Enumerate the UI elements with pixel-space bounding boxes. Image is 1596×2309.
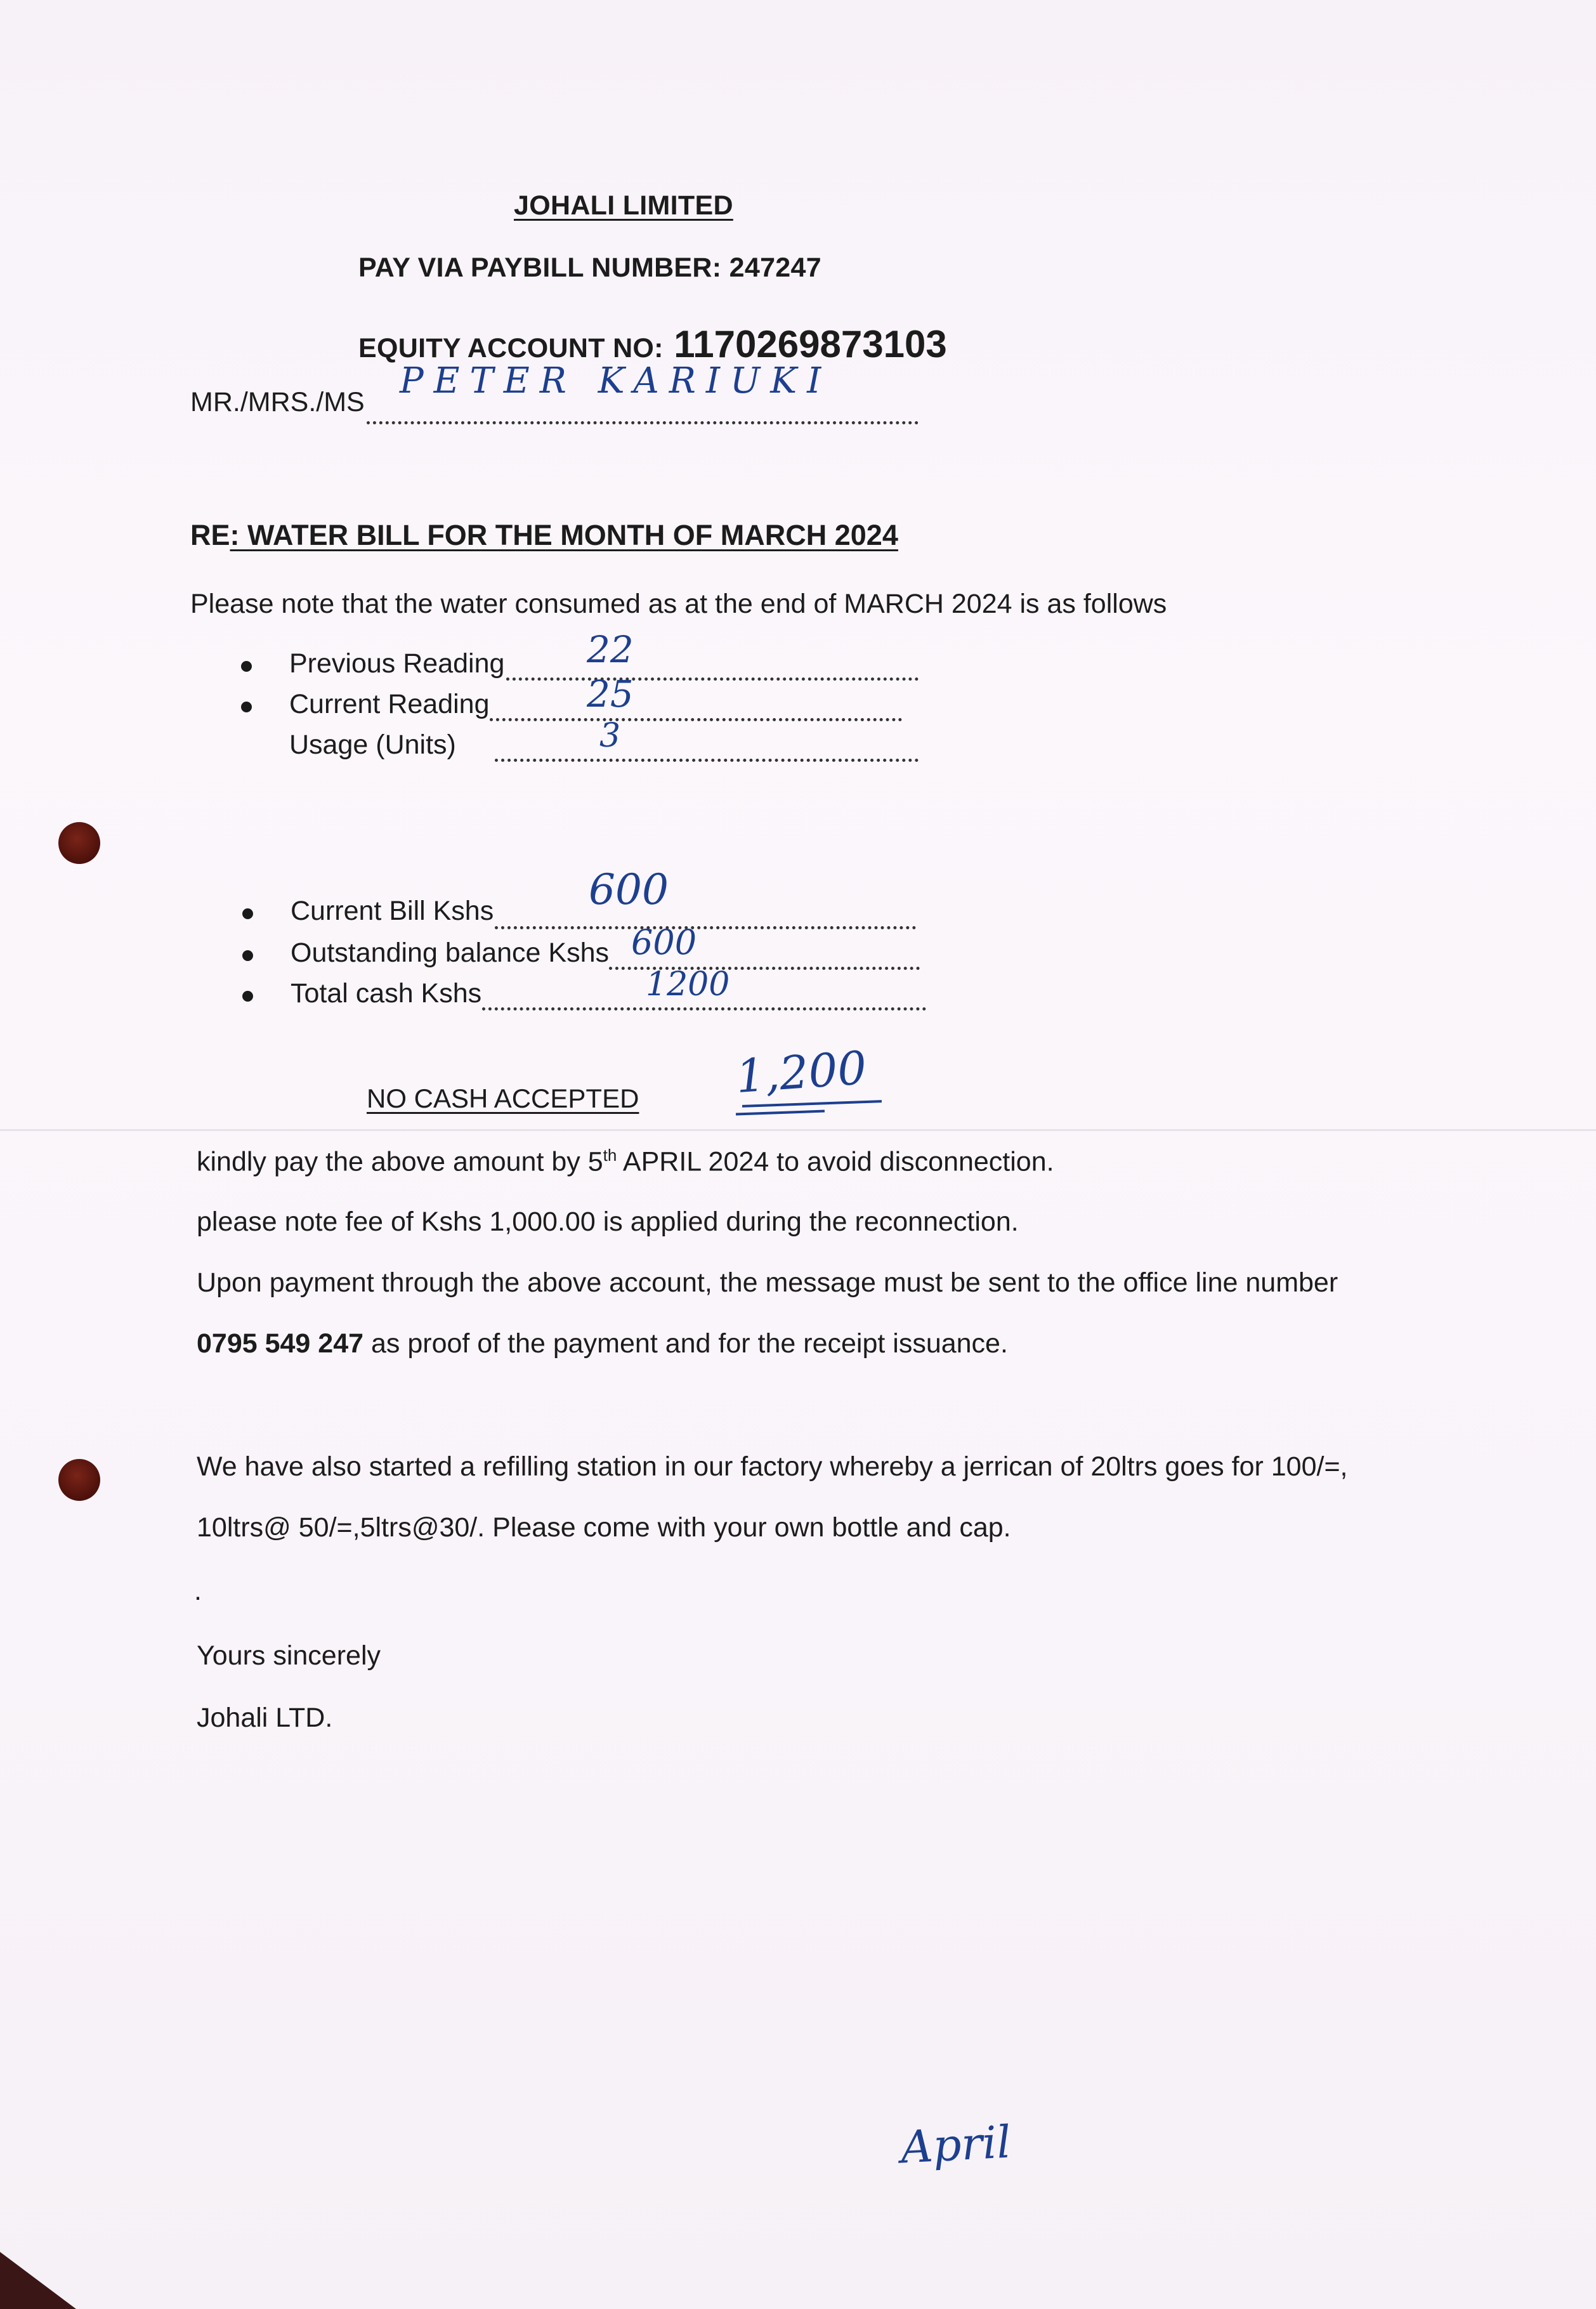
handwritten-total: 1,200 <box>734 1040 868 1104</box>
bullet <box>242 908 253 919</box>
sign-off: Yours sincerely <box>197 1640 381 1671</box>
refill-station-line1: We have also started a refilling station in our factory whereby a jerrican of 20ltrs goes for 100/=, <box>197 1451 1348 1482</box>
intro-text: Please note that the water consumed as at the end of MARCH 2024 is as follows <box>190 589 1167 619</box>
bullet <box>242 950 253 961</box>
punch-hole-bottom <box>58 1459 100 1501</box>
bullet <box>241 661 252 672</box>
punch-hole-top <box>58 822 100 864</box>
customer-name-handwritten: PETER KARIUKI <box>400 360 832 402</box>
current-reading-label: Current Reading <box>289 689 490 719</box>
deadline-superscript: th <box>603 1146 617 1165</box>
subject-line <box>190 519 898 552</box>
paybill-line: PAY VIA PAYBILL NUMBER: 247247 <box>358 252 821 283</box>
paper-fold <box>0 1129 1596 1131</box>
usage-dots <box>495 759 919 762</box>
proof-rest: as proof of the payment and for the receipt issuance. <box>363 1328 1008 1359</box>
company-title: JOHALI LIMITED <box>514 190 733 221</box>
handwritten-month: April <box>899 2116 1012 2174</box>
stray-dot: . <box>194 1576 202 1606</box>
usage-label: Usage (Units) <box>289 729 456 760</box>
usage-value: 3 <box>599 717 621 755</box>
office-phone-number: 0795 549 247 <box>197 1328 364 1359</box>
previous-reading-dots <box>506 677 919 681</box>
total-cash-label: Total cash Kshs <box>291 978 482 1009</box>
name-dotted-line <box>367 421 919 424</box>
outstanding-balance-value: 600 <box>631 922 697 962</box>
current-reading-value: 25 <box>587 672 634 716</box>
payment-message-text: Upon payment through the above account, the message must be sent to the office line number <box>197 1267 1338 1298</box>
equity-number: 1170269873103 <box>674 323 947 365</box>
bullet <box>242 991 253 1002</box>
equity-account-line <box>358 322 947 366</box>
subject-prefix: RE <box>190 519 230 551</box>
reconnection-fee-text: please note fee of Kshs 1,000.00 is applied during the reconnection. <box>197 1207 1019 1237</box>
current-bill-label: Current Bill Kshs <box>291 896 494 926</box>
current-bill-value: 600 <box>589 865 669 914</box>
total-cash-dots <box>482 1007 926 1011</box>
company-signature: Johali LTD. <box>197 1703 333 1733</box>
outstanding-balance-label: Outstanding balance Kshs <box>291 938 609 968</box>
equity-label: EQUITY ACCOUNT NO: <box>358 333 664 363</box>
current-bill-dots <box>495 926 916 929</box>
payment-deadline-text <box>197 1146 1054 1177</box>
bullet <box>241 702 252 712</box>
total-cash-value: 1200 <box>646 965 730 1004</box>
current-reading-dots <box>490 718 902 721</box>
page-corner-shadow <box>0 2252 76 2309</box>
previous-reading-value: 22 <box>587 628 634 671</box>
previous-reading-label: Previous Reading <box>289 648 505 679</box>
subject-title: : WATER BILL FOR THE MONTH OF MARCH 2024 <box>230 519 898 551</box>
refill-station-line2: 10ltrs@ 50/=,5ltrs@30/. Please come with your own bottle and cap. <box>197 1512 1011 1543</box>
proof-text <box>197 1328 1008 1359</box>
salutation-label: MR./MRS./MS <box>190 387 365 417</box>
no-cash-notice: NO CASH ACCEPTED <box>367 1083 639 1113</box>
deadline-part: kindly pay the above amount by 5 <box>197 1146 603 1177</box>
deadline-part: APRIL 2024 to avoid disconnection. <box>617 1146 1054 1177</box>
handwritten-underline <box>736 1110 825 1116</box>
